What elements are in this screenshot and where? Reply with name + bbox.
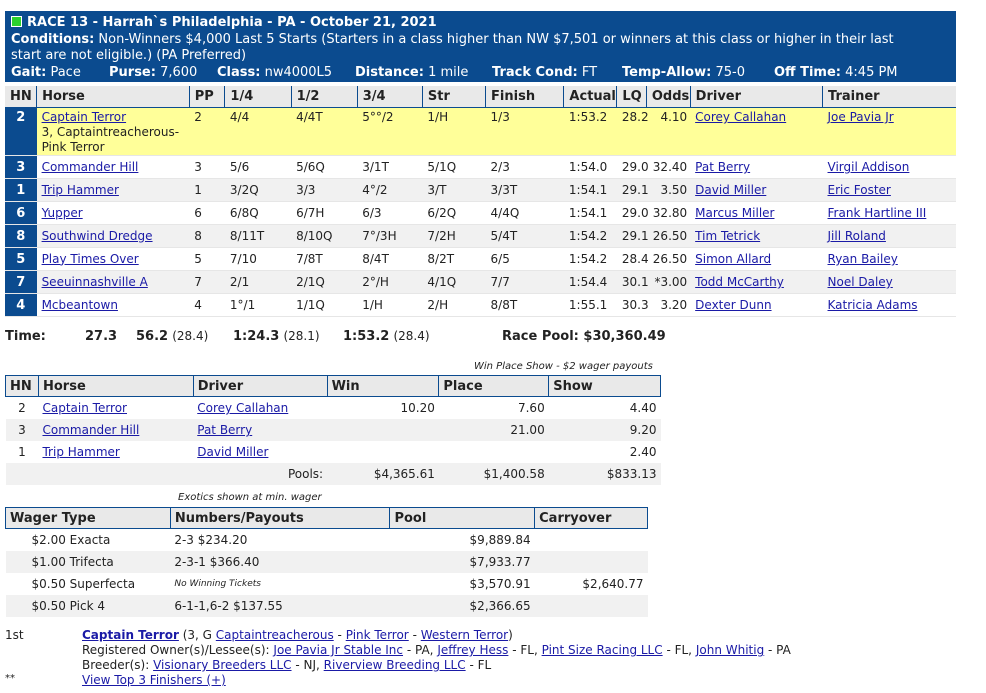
hn-cell: 1 [5,179,37,202]
gait-field [11,65,81,80]
finish-cell: 8/8T [486,294,564,317]
driver-cell [690,294,822,317]
pp-cell: 3 [189,156,225,179]
three-quarter-cell: 2°/H [357,271,422,294]
stretch-cell: 4/1Q [422,271,485,294]
last-quarter-cell: 29.1 [617,225,647,248]
wps-horse-link[interactable]: Captain Terror [42,401,127,415]
col-pp: PP [189,86,225,108]
winner-horse-link[interactable]: Captain Terror [82,628,179,642]
wps-pool-show: $833.13 [549,463,661,485]
horse-link[interactable]: Mcbeantown [41,297,118,312]
hn-cell: 4 [5,294,37,317]
quarter-cell: 3/2Q [225,179,291,202]
wager-numbers: 2-3 $234.20 [174,533,248,547]
driver-cell [690,248,822,271]
split-half-sect: (28.4) [172,329,209,343]
wps-driver-link[interactable]: Corey Callahan [197,401,289,415]
wps-header-row [6,376,661,397]
trainer-link[interactable]: Eric Foster [827,183,891,197]
gait-value: Pace [50,65,81,80]
breeders-label: Breeder(s): [82,658,150,672]
horse-cell [37,271,190,294]
race-title-line [11,15,437,30]
wager-carryover [535,529,648,552]
split-three-q-sect: (28.1) [283,329,320,343]
pp-cell: 8 [189,225,225,248]
three-quarter-cell: 6/3 [357,202,422,225]
driver-link[interactable]: Simon Allard [695,252,772,266]
horse-link[interactable]: Play Times Over [41,251,139,266]
wps-place: 7.60 [517,401,545,415]
wps-driver-cell [193,419,327,441]
three-quarter-cell: 5°°/2 [357,108,422,156]
pedigree-close-paren: ) [508,628,513,642]
results-table [5,86,956,317]
wps-horse-cell [38,397,193,420]
half-cell: 8/10Q [291,225,357,248]
odds-cell: 3.20 [646,294,690,317]
wps-place [439,441,549,463]
dam-damsire-separator: - [412,628,417,642]
last-quarter-cell: 29.1 [617,179,647,202]
hn-cell: 3 [5,156,37,179]
wps-driver-cell [193,397,327,420]
last-quarter-cell: 28.4 [617,248,647,271]
result-row [5,248,956,271]
pp-cell: 6 [189,202,225,225]
wps-hn: 1 [18,445,26,459]
wager-pool: $3,570.91 [469,577,531,591]
class-field [217,65,332,80]
wps-pool-place: $1,400.58 [439,463,549,485]
footnote-stars: ** [5,673,15,684]
wps-col-place: Place [439,376,549,397]
split-final-sect: (28.4) [393,329,430,343]
last-quarter-cell: 30.1 [617,271,647,294]
horse-cell [37,294,190,317]
finish-cell: 5/4T [486,225,564,248]
horse-cell [37,202,190,225]
three-quarter-cell: 4°/2 [357,179,422,202]
owner-link-3[interactable]: Pint Size Racing LLC [541,643,663,657]
col-q1: 1/4 [225,86,291,108]
track-value: FT [581,65,598,80]
conditions-line-2 [11,48,246,63]
wps-note: Win Place Show - $2 wager payouts [474,361,653,372]
sire-dam-separator: - [337,628,342,642]
quarter-cell: 4/4 [225,108,291,156]
conditions-label: Conditions: [11,32,95,47]
col-trainer: Trainer [823,86,956,108]
race-title: RACE 13 - Harrah`s Philadelphia - PA - October 21, 2021 [27,15,437,30]
actual-time-cell: 1:54.1 [564,179,617,202]
result-row [5,108,956,156]
stretch-cell: 2/H [422,294,485,317]
actual-time-cell: 1:54.0 [564,156,617,179]
wager-type: $0.50 Pick 4 [6,595,171,617]
actual-time-cell: 1:54.1 [564,202,617,225]
exotic-row [6,595,648,617]
finish-cell: 3/3T [486,179,564,202]
exotic-row [6,529,648,552]
wps-pools-blank [6,463,39,485]
exotics-table [5,507,648,617]
col-q2: 1/2 [291,86,357,108]
odds-cell: 32.40 [646,156,690,179]
wager-type: $1.00 Trifecta [6,551,171,573]
driver-link[interactable]: Tim Tetrick [695,229,761,243]
temp-label: Temp-Allow: [622,65,712,80]
pp-cell: 1 [189,179,225,202]
wager-type: $2.00 Exacta [31,533,111,547]
trainer-link[interactable]: Noel Daley [827,275,893,289]
result-row [5,202,956,225]
driver-cell [690,179,822,202]
three-quarter-cell: 8/4T [357,248,422,271]
actual-time-cell: 1:54.2 [564,225,617,248]
wps-place: 21.00 [439,419,549,441]
actual-time-cell: 1:54.2 [564,248,617,271]
finish-cell: 2/3 [486,156,564,179]
col-actual: Actual [564,86,617,108]
wager-numbers: 6-1-1,6-2 $137.55 [170,595,390,617]
split-final: 1:53.2 [343,329,390,344]
trainer-cell [823,248,956,271]
wps-col-horse: Horse [38,376,193,397]
horse-cell [37,179,190,202]
race-pool [502,329,666,344]
conditions-text: Non-Winners $4,000 Last 5 Starts (Starters in a class higher than NW $7,501 or winners at this class or higher in their last [98,32,894,47]
wps-win [327,441,439,463]
stretch-cell: 5/1Q [422,156,485,179]
purse-field [109,65,197,80]
last-quarter-cell: 29.0 [617,202,647,225]
wps-driver-cell [193,441,327,463]
race-pool-label: Race Pool: [502,329,579,344]
time-splits [5,329,665,345]
trainer-cell [823,294,956,317]
trainer-link[interactable]: Jill Roland [827,229,886,243]
trainer-link[interactable]: Ryan Bailey [827,252,898,266]
status-square-icon [11,16,22,27]
purse-value: 7,600 [160,65,198,80]
offtime-label: Off Time: [774,65,841,80]
finish-cell: 7/7 [486,271,564,294]
class-value: nw4000L5 [264,65,333,80]
driver-link[interactable]: Todd McCarthy [695,275,784,289]
wps-horse-link[interactable]: Trip Hammer [42,445,120,459]
winner-age-sex: (3, G [182,628,212,642]
col-finish: Finish [486,86,564,108]
stretch-cell: 1/H [422,108,485,156]
exotic-row [6,551,648,573]
horse-cell [37,108,190,156]
wps-pools-label: Pools: [193,463,327,485]
driver-cell [690,156,822,179]
driver-link[interactable]: Pat Berry [695,160,751,174]
wager-pool: $7,933.77 [390,551,535,573]
temp-value: 75-0 [715,65,745,80]
wps-win: 10.20 [400,401,435,415]
wps-horse-cell [38,419,193,441]
wager-numbers: No Winning Tickets [174,579,261,589]
breeders-line [82,658,491,672]
trainer-link[interactable]: Joe Pavia Jr [827,110,894,124]
trainer-cell [823,179,956,202]
horse-link[interactable]: Seeuinnashville A [41,274,148,289]
stretch-cell: 7/2H [422,225,485,248]
exotics-col-type: Wager Type [6,508,171,529]
wps-col-driver: Driver [193,376,327,397]
exotics-col-carryover: Carryover [535,508,648,529]
owner-link-1[interactable]: Joe Pavia Jr Stable Inc [273,643,404,657]
owner-3-location: - FL, [666,643,692,657]
half-cell: 2/1Q [291,271,357,294]
exotic-row [6,573,648,595]
three-quarter-cell: 7°/3H [357,225,422,248]
finish-cell: 1/3 [486,108,564,156]
distance-label: Distance: [355,65,424,80]
quarter-cell: 8/11T [225,225,291,248]
finish-place: 1st [5,628,24,642]
wps-show: 2.40 [629,445,657,459]
wager-pool: $2,366.65 [390,595,535,617]
owner-link-4[interactable]: John Whitig [695,643,765,657]
finish-cell: 6/5 [486,248,564,271]
driver-link[interactable]: Corey Callahan [695,110,787,124]
wps-table [5,375,661,485]
quarter-cell: 2/1 [225,271,291,294]
odds-cell: 26.50 [646,225,690,248]
wager-pool: $9,889.84 [469,533,531,547]
exotics-col-numbers: Numbers/Payouts [170,508,390,529]
odds-cell: 3.50 [646,179,690,202]
last-quarter-cell: 30.3 [617,294,647,317]
wps-hn: 3 [6,419,39,441]
driver-cell [690,202,822,225]
owner-2-location: - FL, [512,643,538,657]
view-top3-link[interactable]: View Top 3 Finishers (+) [82,673,226,687]
wps-hn: 2 [18,401,26,415]
quarter-cell: 5/6 [225,156,291,179]
wps-show: 4.40 [629,401,657,415]
race-pool-value: $30,360.49 [583,329,666,344]
half-cell: 5/6Q [291,156,357,179]
odds-cell: 26.50 [646,248,690,271]
wps-driver-link[interactable]: Pat Berry [197,423,253,437]
split-3q-group [233,329,320,344]
sire-link[interactable]: Captaintreacherous [215,628,334,642]
hn-cell: 8 [5,225,37,248]
pp-cell: 7 [189,271,225,294]
horse-link[interactable]: Yupper [41,205,83,220]
wps-pool-win: $4,365.61 [327,463,439,485]
exotics-note: Exotics shown at min. wager [178,492,322,503]
stretch-cell: 6/2Q [422,202,485,225]
horse-cell [37,248,190,271]
temp-field [622,65,745,80]
horse-link[interactable]: Captain Terror [41,110,127,124]
owner-4-location: - PA [768,643,791,657]
driver-cell [690,108,822,156]
race-header [5,11,956,82]
dam-link[interactable]: Pink Terror [345,628,409,642]
trainer-cell [823,156,956,179]
damsire-link[interactable]: Western Terror [420,628,509,642]
exotics-header-row [6,508,648,529]
track-label: Track Cond: [492,65,578,80]
three-quarter-cell: 1/H [357,294,422,317]
horse-cell [37,225,190,248]
owner-link-2[interactable]: Jeffrey Hess [437,643,509,657]
owners-label: Registered Owner(s)/Lessee(s): [82,643,270,657]
col-horse: Horse [37,86,190,108]
distance-field [355,65,468,80]
half-cell: 1/1Q [291,294,357,317]
col-odds: Odds [646,86,690,108]
trainer-link[interactable]: Katricia Adams [827,298,918,312]
offtime-field [774,65,898,80]
breeder-link-1[interactable]: Visionary Breeders LLC [153,658,292,672]
odds-cell: *3.00 [646,271,690,294]
wps-pools-blank [38,463,193,485]
trainer-cell [823,225,956,248]
col-str: Str [422,86,485,108]
result-row [5,271,956,294]
horse-link[interactable]: Commander Hill [41,159,139,174]
wps-show: 9.20 [549,419,661,441]
three-quarter-cell: 3/1T [357,156,422,179]
hn-cell: 6 [5,202,37,225]
col-hn: HN [5,86,37,108]
trainer-link[interactable]: Virgil Addison [827,160,910,174]
trainer-cell [823,271,956,294]
purse-label: Purse: [109,65,156,80]
split-half: 56.2 [136,329,169,344]
odds-cell: 4.10 [646,108,690,156]
last-quarter-cell: 29.0 [617,156,647,179]
result-row [5,225,956,248]
distance-value: 1 mile [428,65,469,80]
gait-label: Gait: [11,65,47,80]
hn-cell: 7 [5,271,37,294]
wager-carryover: $2,640.77 [582,577,644,591]
owners-line [82,643,791,657]
driver-link[interactable]: Marcus Miller [695,206,775,220]
pp-cell: 2 [189,108,225,156]
half-cell: 6/7H [291,202,357,225]
conditions-line [11,32,894,47]
half-cell: 7/8T [291,248,357,271]
col-lq: LQ [617,86,647,108]
wps-driver-link[interactable]: David Miller [197,445,269,459]
owner-1-location: - PA, [406,643,434,657]
time-label: Time: [5,329,46,344]
split-three-q: 1:24.3 [233,329,280,344]
finish-cell: 4/4Q [486,202,564,225]
wps-col-win: Win [327,376,439,397]
odds-cell: 32.80 [646,202,690,225]
stretch-cell: 8/2T [422,248,485,271]
wps-col-hn: HN [6,376,39,397]
pp-cell: 4 [189,294,225,317]
track-field [492,65,597,80]
wps-horse-cell [38,441,193,463]
winner-line [82,628,513,642]
half-cell: 3/3 [291,179,357,202]
horse-link[interactable]: Trip Hammer [41,182,119,197]
wps-win [327,419,439,441]
wps-col-show: Show [549,376,661,397]
conditions-text-2: start are not eligible.) (PA Preferred) [11,48,247,63]
stretch-cell: 3/T [422,179,485,202]
result-row [5,179,956,202]
exotics-col-pool: Pool [390,508,535,529]
class-label: Class: [217,65,261,80]
wager-carryover [535,551,648,573]
half-cell: 4/4T [291,108,357,156]
horse-pedigree: 3, Captaintreacherous-Pink Terror [41,125,180,154]
horse-link[interactable]: Southwind Dredge [41,228,153,243]
wps-row [6,419,661,441]
pp-cell: 5 [189,248,225,271]
wps-row [6,441,661,463]
actual-time-cell: 1:53.2 [564,108,617,156]
breeder-1-location: - NJ, [295,658,320,672]
result-row [5,156,956,179]
split-final-group [343,329,430,344]
actual-time-cell: 1:55.1 [564,294,617,317]
offtime-value: 4:45 PM [845,65,898,80]
results-header-row [5,86,956,108]
col-q3: 3/4 [357,86,422,108]
top3-line [82,673,226,687]
col-driver: Driver [690,86,822,108]
trainer-link[interactable]: Frank Hartline III [827,206,927,220]
breeder-2-location: - FL [469,658,492,672]
quarter-cell: 6/8Q [225,202,291,225]
hn-cell: 2 [5,108,37,156]
result-row [5,294,956,317]
driver-cell [690,271,822,294]
wager-carryover [535,595,648,617]
hn-cell: 5 [5,248,37,271]
actual-time-cell: 1:54.4 [564,271,617,294]
split-half-group [136,329,208,344]
split-q1: 27.3 [85,329,118,344]
wps-pools-row [6,463,661,485]
trainer-cell [823,202,956,225]
wps-horse-link[interactable]: Commander Hill [42,423,140,437]
last-quarter-cell: 28.2 [617,108,647,156]
wager-type: $0.50 Superfecta [31,577,136,591]
wager-numbers: 2-3-1 $366.40 [170,551,390,573]
driver-cell [690,225,822,248]
quarter-cell: 7/10 [225,248,291,271]
horse-cell [37,156,190,179]
trainer-cell [823,108,956,156]
wps-row [6,397,661,420]
driver-link[interactable]: Dexter Dunn [695,298,772,312]
breeder-link-2[interactable]: Riverview Breeding LLC [323,658,466,672]
quarter-cell: 1°/1 [225,294,291,317]
driver-link[interactable]: David Miller [695,183,767,197]
